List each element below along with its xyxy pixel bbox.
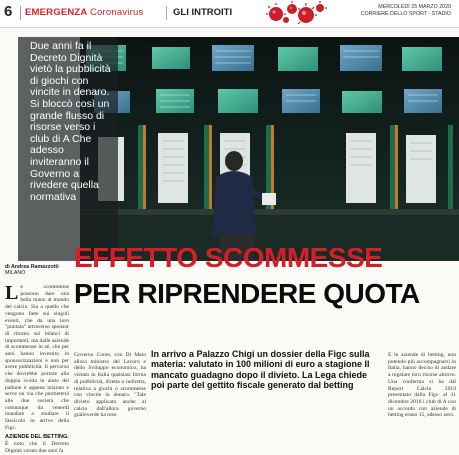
coronavirus-illustration-icon [262, 0, 332, 26]
section-title: EMERGENZA [25, 7, 88, 18]
betting-shop-photo [80, 37, 459, 261]
column-1-text-continued: È noto che il Decreto Dignità varato due anni fa [5, 441, 69, 454]
byline [5, 264, 59, 276]
headline-line-1: EFFETTO SCOMMESSE [74, 242, 383, 273]
photo-caption-box [18, 37, 118, 261]
issue-date: MERCOLEDÌ 25 MARZO 2020 [378, 4, 451, 10]
article-headline [74, 241, 459, 311]
section-subtitle: Coronavirus [90, 7, 144, 18]
article-column-4 [388, 352, 456, 419]
drop-cap: L [5, 282, 19, 304]
header-dateline [361, 4, 451, 18]
topic-label: GLI INTROITI [173, 7, 233, 18]
column-4-text: E le aziende di betting, non potendo più accompagnarsi in Italia, hanno deciso di andare a regalare loro risorse altrove. Una conferma si ha dal Report Calcio 2019 presentato dalla Figc: al 31 dicembre 2018 i club di A con un accordo con aziende di betting erano 15, adesso zero. [388, 352, 456, 419]
header-divider [20, 6, 21, 20]
article-column-2 [74, 352, 146, 419]
section-label [25, 7, 143, 18]
publication-name: CORRIERE DELLO SPORT - STADIO [360, 11, 451, 17]
page-header [0, 0, 459, 28]
page-number: 6 [4, 3, 13, 20]
header-divider [166, 6, 167, 20]
betting-shop-image [80, 37, 459, 261]
photo-caption: Due anni fa il Decreto Dignità vietò la pubblicità di giochi con vincite in denaro. Si bloccò così un grande flusso di risorse verso i club di A Che adesso inviteranno il Governo a rivedere quella normativa [30, 40, 111, 203]
byline-city: MILANO [5, 270, 26, 276]
byline-author: di Andrea Ramazzotti [5, 264, 59, 270]
article-column-1 [5, 282, 69, 454]
article-deck: In arrivo a Palazzo Chigi un dossier della Figc sulla materia: valutato in 100 milioni di euro a stagione Il mancato guadagno dopo il divieto. La Lega chiede poi parte del gettito fiscale generato dal betting [151, 349, 370, 391]
headline-line-2: PER RIPRENDERE QUOTA [74, 278, 420, 309]
column-2-text: Governo Conte, con Di Maio allora ministro del Lavoro e dello Sviluppo economico, ha vietato in Italia qualsiasi forma di pubblicità, diretta o indiretta, relativa a giochi o scommesse con vincite in denaro. "Tale divieto applicato anche al calcio dall'allora governo gialloverde ha reso [74, 352, 146, 419]
column-subhead: AZIENDE DEL BETTING. [5, 434, 69, 441]
column-1-text: e scommesse possono dare una bella mano al mondo del calcio. Sia a quello che vengono fatte sui singoli eventi, che da una loro "puntata" attraverso sponsor di ritorno sui bilanci di importanti, ma dalle aziende di scommesse in sé, che per anni hanno investito in sponsorizzazioni e non per avere pubblicità. Il percorso che dovrebbe portare alla doppia svolta in aiuto del pallone è appena iniziato e serve un via che permetterà alle due società che comunque da venerdì mandare a studiare il fascicolo in arrivo della Figc. [5, 284, 69, 431]
